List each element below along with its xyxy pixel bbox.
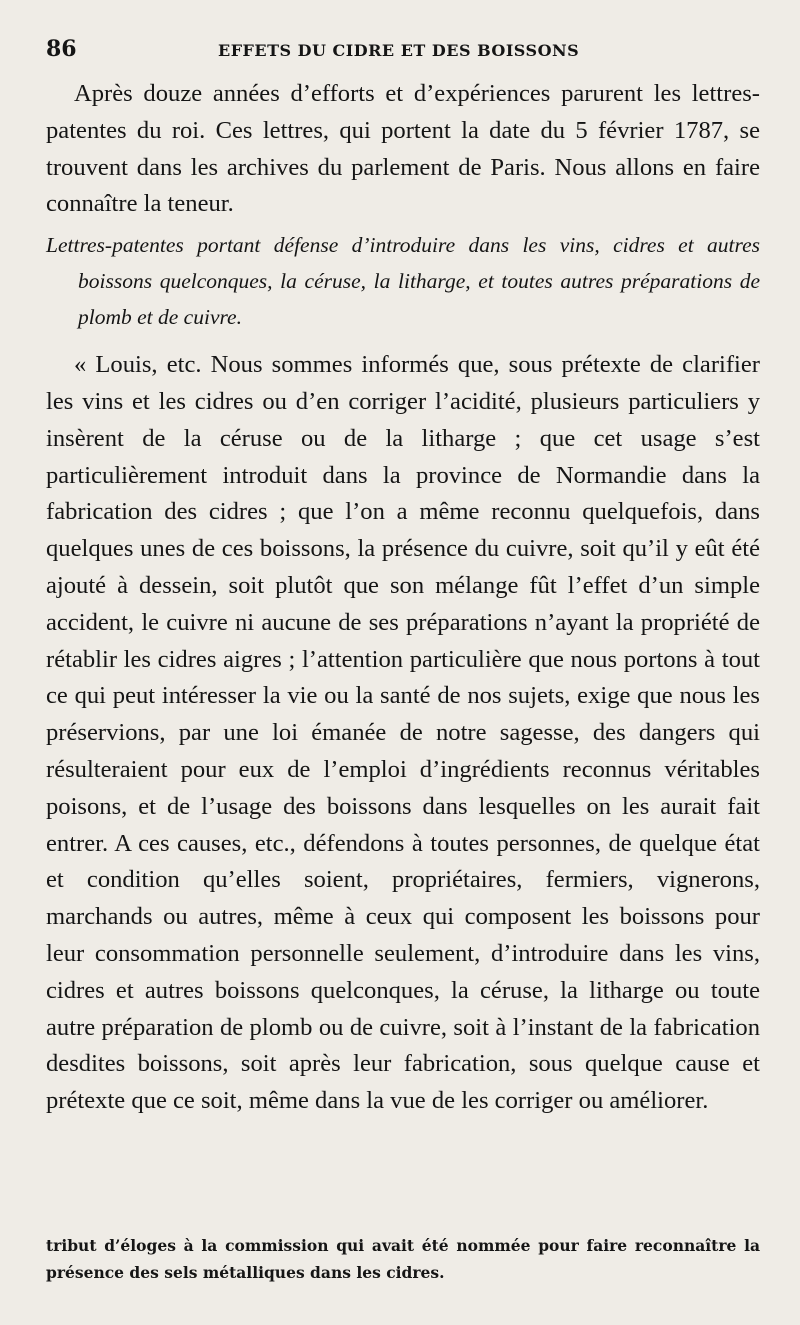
footnote: tribut d’éloges à la commission qui avait été nommée pour faire reconnaître la présence des sels métalliques dans les cidres. bbox=[46, 1236, 760, 1282]
intro-paragraph: Après douze années d’efforts et d’expériences parurent les lettres-patentes du roi. Ces lettres, qui portent la date du 5 février 1787, se trouvent dans les archives du parlement de Paris. Nous allons en faire connaître la teneur. bbox=[46, 80, 760, 218]
running-head bbox=[46, 36, 760, 76]
decree-heading: Lettres-patentes portant défense d’introduire dans les vins, cidres et autres boissons quelconques, la céruse, la litharge, et toutes autres préparations de plomb et de cuivre. bbox=[46, 233, 760, 330]
page-number: 86 bbox=[46, 36, 77, 62]
decree-paragraph: « Louis, etc. Nous sommes informés que, sous prétexte de clarifier les vins et les cidres ou d’en corriger l’acidité, plusieurs particuliers y insèrent de la céruse ou de la litharge ; que cet usage s’est particulièrement introduit dans la province de Normandie dans la fabrication des cidres ; que l’on a même reconnu quelquefois, dans quelques unes de ces boissons, la présence du cuivre, soit qu’il y eût été ajouté à dessein, soit plutôt que son mélange fût l’effet d’un simple accident, le cuivre ni aucune de ses préparations n’ayant la propriété de rétablir les cidres aigres ; l’attention particulière que nous portons à tout ce qui peut intéresser la vie ou la santé de nos sujets, exige que nous les préservions, par une loi émanée de notre sagesse, des dangers qui résulteraient pour eux de l’emploi d’ingrédients reconnus véritables poisons, et de l’usage des boissons dans lesquelles on les aurait fait entrer. A ces causes, etc., défendons à toutes personnes, de quelque état et condition qu’elles soient, propriétaires, fermiers, vignerons, marchands ou autres, même à ceux qui composent les boissons pour leur consommation personnelle seulement, d’introduire dans les vins, cidres et autres boissons quelconques, la céruse, la litharge ou toute autre préparation de plomb ou de cuivre, soit à l’instant de la fabrication desdites boissons, soit après leur fabrication, sous quelque cause et prétexte que ce soit, même dans la vue de les corriger ou améliorer. bbox=[46, 351, 760, 1115]
running-title: EFFETS DU CIDRE ET DES BOISSONS bbox=[218, 41, 580, 60]
